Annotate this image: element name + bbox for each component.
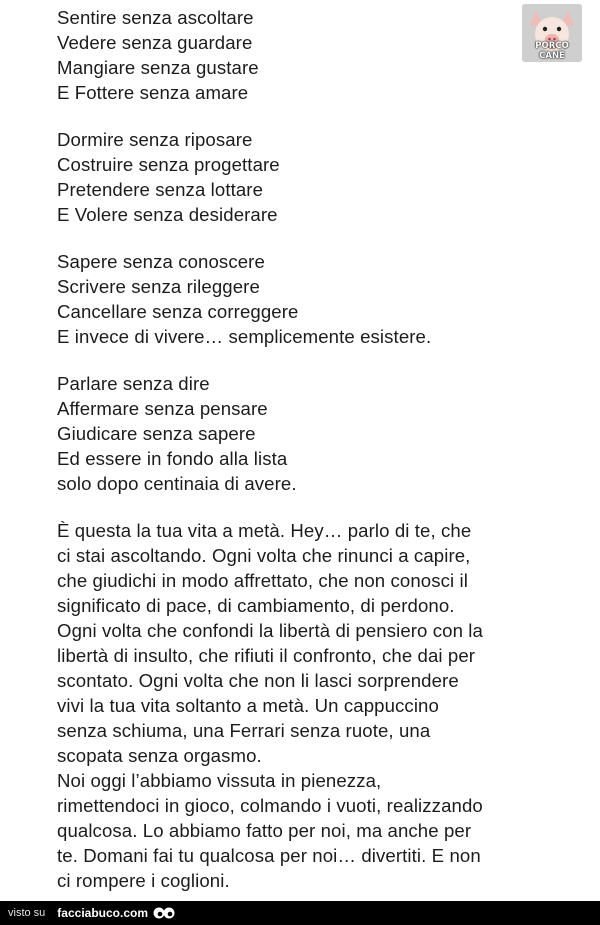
prose-line: È questa la tua vita a metà. Hey… parlo di te, che (57, 520, 472, 541)
poem-line: solo dopo centinaia di avere. (57, 473, 297, 494)
stanza-2 (57, 127, 577, 227)
prose-line: scontato. Ogni volta che non li lasci sorprendere (57, 670, 459, 691)
poem-line: Costruire senza progettare (57, 154, 280, 175)
poem-line: Pretendere senza lottare (57, 179, 264, 200)
prose-line: Ogni volta che confondi la libertà di pensiero con la (57, 620, 483, 641)
poem-line: Scrivere senza rileggere (57, 276, 260, 297)
seen-on-label: visto su (8, 907, 46, 919)
poem-line: Cancellare senza correggere (57, 301, 299, 322)
watermark-bar (0, 901, 600, 925)
prose-line: rimettendoci in gioco, colmando i vuoti, realizzando (57, 795, 483, 816)
poem-line: Sentire senza ascoltare (57, 7, 254, 28)
stanza-1 (57, 5, 577, 105)
prose-line: vivi la tua vita soltanto a metà. Un cappuccino (57, 695, 439, 716)
poem-line: Vedere senza guardare (57, 32, 253, 53)
prose-line: scopata senza orgasmo. (57, 745, 262, 766)
poem-line: Ed essere in fondo alla lista (57, 448, 288, 469)
prose-line: libertà di insulto, che rifiuti il confronto, che dai per (57, 645, 476, 666)
prose-line: significato di pace, di cambiamento, di perdono. (57, 595, 455, 616)
porco-cane-logo (522, 4, 582, 62)
eyes-icon (153, 906, 175, 920)
poem-line: Parlare senza dire (57, 373, 210, 394)
poem-line: Giudicare senza sapere (57, 423, 256, 444)
prose-line: Noi oggi l’abbiamo vissuta in pienezza, (57, 770, 382, 791)
prose-paragraph (57, 518, 577, 893)
poem-line: E Volere senza desiderare (57, 204, 278, 225)
prose-line: ci rompere i coglioni. (57, 870, 230, 891)
poem-line: E invece di vivere… semplicemente esistere. (57, 326, 432, 347)
poem-line: E Fottere senza amare (57, 82, 249, 103)
poem-line: Sapere senza conoscere (57, 251, 265, 272)
stanza-4 (57, 371, 577, 496)
prose-line: te. Domani fai tu qualcosa per noi… divertiti. E non (57, 845, 481, 866)
prose-line: senza schiuma, una Ferrari senza ruote, una (57, 720, 431, 741)
logo-text: PORCO CANE (535, 41, 569, 61)
prose-line: qualcosa. Lo abbiamo fatto per noi, ma anche per (57, 820, 472, 841)
prose-line: che giudichi in modo affrettato, che non conosci il (57, 570, 468, 591)
poem-line: Dormire senza riposare (57, 129, 253, 150)
stanza-3 (57, 249, 577, 349)
poem-line: Affermare senza pensare (57, 398, 268, 419)
prose-line: ci stai ascoltando. Ogni volta che rinunci a capire, (57, 545, 471, 566)
site-name[interactable]: facciabuco.com (57, 906, 148, 920)
poem-line: Mangiare senza gustare (57, 57, 259, 78)
poem-text (57, 5, 577, 893)
